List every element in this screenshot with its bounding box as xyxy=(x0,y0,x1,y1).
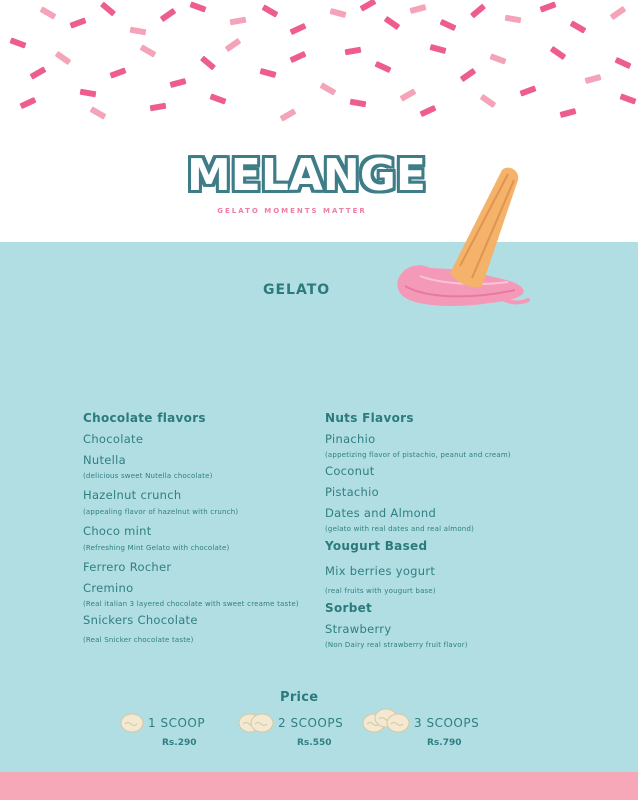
sprinkle xyxy=(374,61,391,73)
sprinkle xyxy=(519,85,536,96)
price-option-1 xyxy=(120,708,205,738)
right-column xyxy=(325,410,565,653)
sprinkle xyxy=(19,97,36,109)
menu-note: (Real italian 3 layered chocolate with sweet creame taste) xyxy=(83,600,299,608)
price-option-amount: Rs.550 xyxy=(297,738,332,748)
sprinkle xyxy=(225,38,242,52)
price-option-label: 1 SCOOP xyxy=(148,716,206,730)
sprinkle xyxy=(289,51,306,63)
sprinkle xyxy=(419,105,436,117)
price-option-label: 3 SCOOPS xyxy=(414,716,480,730)
menu-item: Pistachio xyxy=(325,485,379,499)
sprinkle xyxy=(439,19,456,31)
price-option-label: 2 SCOOPS xyxy=(278,716,344,730)
sprinkle xyxy=(209,93,226,104)
sprinkle xyxy=(320,82,337,95)
sprinkle xyxy=(480,94,497,108)
footer-band xyxy=(0,772,638,800)
sprinkle xyxy=(100,2,116,17)
sprinkle xyxy=(360,0,377,12)
sprinkle xyxy=(505,15,522,24)
menu-note: (Non Dairy real strawberry fruit flavor) xyxy=(325,641,468,649)
logo xyxy=(187,146,426,206)
sprinkle xyxy=(345,47,362,56)
sprinkle xyxy=(80,89,97,98)
sprinkle xyxy=(350,99,367,108)
sprinkle xyxy=(30,66,47,79)
sprinkle xyxy=(150,103,167,112)
menu-item: Hazelnut crunch xyxy=(83,488,182,502)
menu-item: Ferrero Rocher xyxy=(83,560,172,574)
header-area xyxy=(0,0,638,242)
menu-heading: Yougurt Based xyxy=(325,539,428,553)
sprinkle xyxy=(384,16,401,30)
sprinkle xyxy=(169,78,186,88)
menu-note: (appetizing flavor of pistachio, peanut and cream) xyxy=(325,451,511,459)
sprinkle xyxy=(230,17,247,26)
sprinkle xyxy=(189,1,206,12)
sprinkle xyxy=(470,4,486,19)
sprinkle xyxy=(280,108,297,121)
sprinkle xyxy=(130,27,147,36)
menu-item: Nutella xyxy=(83,453,127,467)
sprinkle xyxy=(9,37,26,48)
sprinkle xyxy=(140,44,157,57)
menu-item: Cremino xyxy=(83,581,134,595)
sprinkle xyxy=(69,17,86,28)
price-title: Price xyxy=(280,690,319,705)
menu-note: (appealing flavor of hazelnut with crunch) xyxy=(83,508,239,516)
price-option-2 xyxy=(238,708,343,738)
sprinkle xyxy=(400,88,417,101)
brand-name: MELANGE xyxy=(187,150,426,201)
brand-tagline: GELATO MOMENTS MATTER xyxy=(217,207,367,215)
sprinkle xyxy=(559,108,576,118)
menu-note: (gelato with real dates and real almond) xyxy=(325,525,475,533)
sprinkle xyxy=(409,4,426,14)
scoop-icon xyxy=(120,708,144,738)
menu-title: GELATO xyxy=(263,282,331,298)
sprinkle xyxy=(259,68,276,78)
menu-heading: Nuts Flavors xyxy=(325,411,414,425)
melted-ice-cream-icon xyxy=(380,158,540,318)
sprinkle xyxy=(40,6,57,19)
menu-item: Snickers Chocolate xyxy=(83,613,198,627)
price-option-amount: Rs.290 xyxy=(162,738,197,748)
menu-note: (real fruits with yougurt base) xyxy=(325,587,436,595)
sprinkle xyxy=(262,4,279,17)
sprinkle xyxy=(109,67,126,78)
sprinkle xyxy=(570,20,587,33)
menu-item: Chocolate xyxy=(83,432,144,446)
left-column xyxy=(83,410,303,648)
sprinkle xyxy=(619,93,636,104)
sprinkle xyxy=(584,74,601,84)
menu-item: Pinachio xyxy=(325,432,376,446)
price-option-3 xyxy=(362,708,479,738)
sprinkle xyxy=(55,51,72,65)
sprinkle xyxy=(90,106,107,119)
menu-note: (Refreshing Mint Gelato with chocolate) xyxy=(83,544,230,552)
menu-item: Dates and Almond xyxy=(325,506,437,520)
sprinkle xyxy=(429,44,446,54)
sprinkle xyxy=(539,1,556,12)
sprinkle xyxy=(614,57,631,69)
scoop-icon xyxy=(238,708,274,738)
sprinkle xyxy=(489,53,506,64)
sprinkle xyxy=(550,46,567,60)
menu-item: Mix berries yogurt xyxy=(325,564,436,578)
menu-item: Strawberry xyxy=(325,622,392,636)
sprinkle xyxy=(289,23,306,35)
sprinkle xyxy=(329,8,346,18)
price-option-amount: Rs.790 xyxy=(427,738,462,748)
sprinkle xyxy=(160,8,177,22)
menu-heading: Sorbet xyxy=(325,601,373,615)
menu-heading: Chocolate flavors xyxy=(83,411,206,425)
menu-item: Choco mint xyxy=(83,524,152,538)
menu-note: (Real Snicker chocolate taste) xyxy=(83,636,194,644)
menu-note: (delicious sweet Nutella chocolate) xyxy=(83,472,213,480)
sprinkle xyxy=(460,68,477,82)
sprinkle xyxy=(200,56,216,71)
menu-item: Coconut xyxy=(325,464,375,478)
scoop-icon xyxy=(362,708,410,738)
sprinkle xyxy=(610,6,627,20)
